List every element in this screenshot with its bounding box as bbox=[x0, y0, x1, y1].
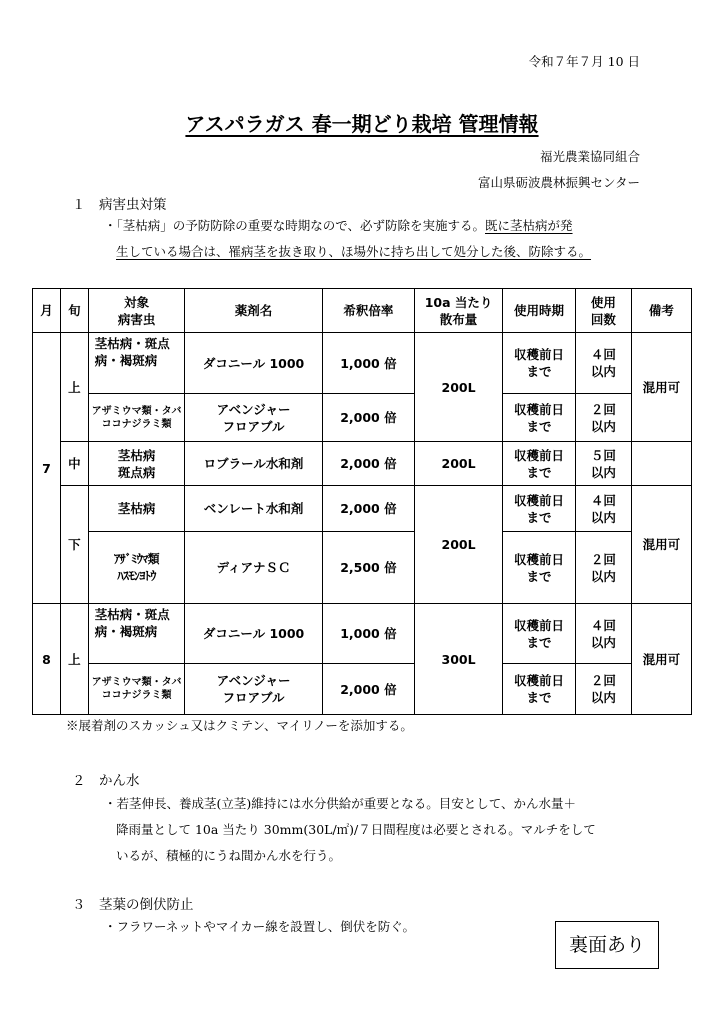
rate-cell: 300L bbox=[415, 604, 503, 715]
page-title: アスパラガス 春一期どり栽培 管理情報 bbox=[185, 112, 539, 136]
header-count: 使用 回数 bbox=[576, 289, 632, 333]
remarks-cell: 混用可 bbox=[631, 604, 691, 715]
organization-2: 富山県砺波農林振興センター bbox=[477, 175, 640, 190]
header-target: 対象 病害虫 bbox=[88, 289, 185, 333]
timing-cell: 収穫前日 まで bbox=[503, 442, 576, 486]
period-cell: 上 bbox=[60, 604, 88, 715]
dilution-cell: 1,000 倍 bbox=[322, 333, 414, 394]
rate-cell: 200L bbox=[415, 442, 503, 486]
rate-cell: 200L bbox=[415, 333, 503, 442]
section1-heading: １ 病害虫対策 bbox=[72, 197, 167, 213]
month-cell: 7 bbox=[33, 333, 61, 604]
target-cell: アザミウマ類・タバココナジラミ類 bbox=[88, 394, 185, 442]
header-chemical: 薬剤名 bbox=[185, 289, 322, 333]
dilution-cell: 2,000 倍 bbox=[322, 664, 414, 715]
chemical-cell: ベンレート水和剤 bbox=[185, 486, 322, 532]
timing-cell: 収穫前日 まで bbox=[503, 486, 576, 532]
header-period: 旬 bbox=[60, 289, 88, 333]
timing-cell: 収穫前日 まで bbox=[503, 604, 576, 664]
table-row bbox=[33, 333, 692, 394]
chemical-cell: ダコニール 1000 bbox=[185, 604, 322, 664]
section3-text: ・フラワーネットやマイカー線を設置し、倒伏を防ぐ。 bbox=[104, 919, 416, 934]
chemical-cell: ロブラール水和剤 bbox=[185, 442, 322, 486]
dilution-cell: 1,000 倍 bbox=[322, 604, 414, 664]
count-cell: ５回 以内 bbox=[576, 442, 632, 486]
section2-text: ・若茎伸長、養成茎(立茎)維持には水分供給が重要となる。目安として、かん水量＋ 降雨量として 10a 当たり 30mm(30L/㎡)/７日間程度は必要とされる。マルチをして いるが、積極的にうね間かん水を行う。 bbox=[104, 796, 596, 863]
remarks-cell: 混用可 bbox=[631, 486, 691, 604]
chemical-cell: アベンジャー フロアブル bbox=[185, 394, 322, 442]
period-cell: 中 bbox=[60, 442, 88, 486]
target-cell: 茎枯病・斑点病・褐斑病 bbox=[88, 333, 185, 394]
timing-cell: 収穫前日 まで bbox=[503, 333, 576, 394]
organization-1: 福光農業協同組合 bbox=[539, 149, 640, 164]
table-row bbox=[33, 532, 692, 604]
period-cell: 上 bbox=[60, 333, 88, 442]
remarks-cell: 混用可 bbox=[631, 333, 691, 442]
target-cell: アザミウマ類・タバココナジラミ類 bbox=[88, 664, 185, 715]
count-cell: ４回 以内 bbox=[576, 604, 632, 664]
header-month: 月 bbox=[33, 289, 61, 333]
table-row bbox=[33, 486, 692, 532]
month-cell: 8 bbox=[33, 604, 61, 715]
issue-date: 令和７年７月 10 日 bbox=[528, 54, 640, 69]
count-cell: ２回 以内 bbox=[576, 532, 632, 604]
timing-cell: 収穫前日 まで bbox=[503, 394, 576, 442]
period-cell: 下 bbox=[60, 486, 88, 604]
chemical-cell: アベンジャー フロアブル bbox=[185, 664, 322, 715]
pest-control-table bbox=[32, 288, 692, 715]
table-header-row bbox=[33, 289, 692, 333]
header-dilution: 希釈倍率 bbox=[322, 289, 414, 333]
table-row bbox=[33, 604, 692, 664]
dilution-cell: 2,000 倍 bbox=[322, 394, 414, 442]
rate-cell: 200L bbox=[415, 486, 503, 604]
header-timing: 使用時期 bbox=[503, 289, 576, 333]
section3-heading: ３ 茎葉の倒伏防止 bbox=[72, 897, 194, 913]
back-page-note: 裏面あり bbox=[555, 921, 659, 969]
target-cell: 茎枯病 bbox=[88, 486, 185, 532]
count-cell: ２回 以内 bbox=[576, 664, 632, 715]
header-remarks: 備考 bbox=[631, 289, 691, 333]
section1-text: ・「茎枯病」の予防防除の重要な時期なので、必ず防除を実施する。既に茎枯病が発 生している場合は、罹病茎を抜き取り、ほ場外に持ち出して処分した後、防除する。 bbox=[104, 218, 592, 259]
chemical-cell: ダコニール 1000 bbox=[185, 333, 322, 394]
target-cell: ｱｻﾞﾐｳﾏ類 ﾊｽﾓﾝﾖﾄｳ bbox=[88, 532, 185, 604]
table-row bbox=[33, 442, 692, 486]
dilution-cell: 2,500 倍 bbox=[322, 532, 414, 604]
chemical-cell: ディアナＳＣ bbox=[185, 532, 322, 604]
table-footnote: ※展着剤のスカッシュ又はクミテン、マイリノーを添加する。 bbox=[66, 718, 413, 733]
timing-cell: 収穫前日 まで bbox=[503, 664, 576, 715]
section2-heading: ２ かん水 bbox=[72, 773, 140, 789]
target-cell: 茎枯病・斑点病・褐斑病 bbox=[88, 604, 185, 664]
dilution-cell: 2,000 倍 bbox=[322, 486, 414, 532]
table-row bbox=[33, 394, 692, 442]
count-cell: ２回 以内 bbox=[576, 394, 632, 442]
header-rate: 10a 当たり 散布量 bbox=[415, 289, 503, 333]
count-cell: ４回 以内 bbox=[576, 486, 632, 532]
timing-cell: 収穫前日 まで bbox=[503, 532, 576, 604]
dilution-cell: 2,000 倍 bbox=[322, 442, 414, 486]
count-cell: ４回 以内 bbox=[576, 333, 632, 394]
remarks-cell bbox=[631, 442, 691, 486]
target-cell: 茎枯病 斑点病 bbox=[88, 442, 185, 486]
table-row bbox=[33, 664, 692, 715]
